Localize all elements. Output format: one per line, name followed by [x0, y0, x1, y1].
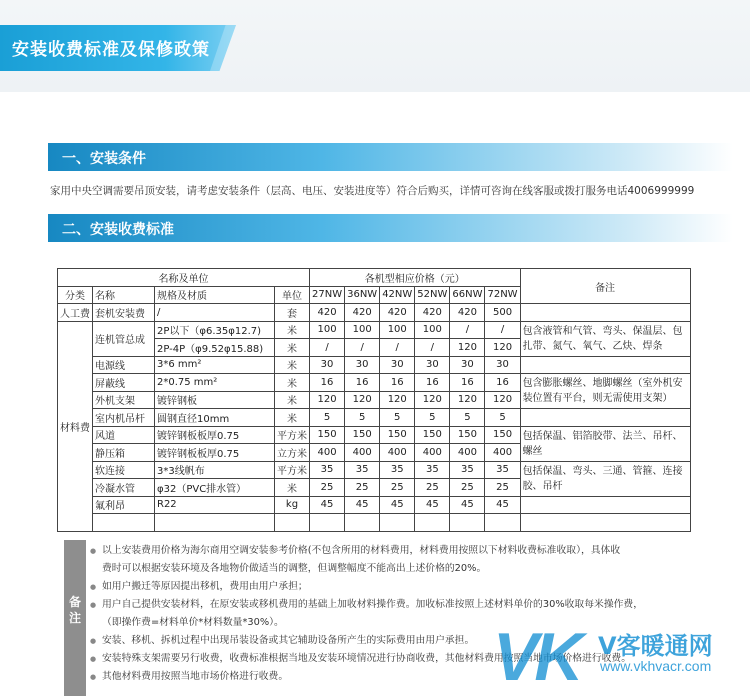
remark-empty	[520, 356, 690, 374]
price: 150	[415, 426, 450, 444]
price: 420	[450, 304, 485, 322]
price: 25	[485, 479, 520, 497]
item-spec: /	[155, 304, 275, 322]
remark-empty	[520, 409, 690, 427]
list-item: ● 其他材料费用按照当地市场价格进行收费。	[90, 668, 643, 686]
watermark-site-name: V客暖通网	[598, 632, 713, 660]
price: 5	[310, 409, 345, 427]
subheader-spec: 规格及材质	[155, 286, 275, 304]
price: 100	[310, 321, 345, 339]
price: 45	[485, 496, 520, 514]
price: 5	[485, 409, 520, 427]
price: 30	[380, 356, 415, 374]
price: 16	[380, 374, 415, 392]
item-unit	[275, 514, 310, 532]
item-unit: 平方米	[275, 426, 310, 444]
subheader-category: 分类	[58, 286, 93, 304]
item-unit: kg	[275, 496, 310, 514]
price: 120	[450, 339, 485, 357]
subheader-52nw: 52NW	[415, 286, 450, 304]
category-material: 材料费	[58, 321, 93, 531]
price: /	[415, 339, 450, 357]
watermark-url: www.vkhvacr.com	[600, 658, 712, 674]
item-spec: 2P以下（φ6.35φ12.7)	[155, 321, 275, 339]
install-conditions-text: 家用中央空调需要吊顶安装，请考虑安装条件（层高、电压、安装进度等）符合后购买，详情可咨询在线客服或拨打服务电话4006999999	[50, 185, 695, 197]
price: 30	[345, 356, 380, 374]
item-name	[93, 514, 155, 532]
list-item: ● 以上安装费用价格为海尔商用空调安装参考价格(不包含所用的材料费用，材料费用按照以下材料收费标准收取），具体收 费时可以根据安装环境及各地物价做适当的调整，但调整幅度不能高出上述价格的20%。	[90, 542, 643, 578]
price: 35	[450, 461, 485, 479]
price: 35	[415, 461, 450, 479]
table-row	[58, 409, 691, 427]
price	[415, 514, 450, 532]
price: 120	[415, 391, 450, 409]
subheader-27nw: 27NW	[310, 286, 345, 304]
price: 30	[310, 356, 345, 374]
price: 16	[485, 374, 520, 392]
item-unit: 米	[275, 339, 310, 357]
price: 120	[485, 339, 520, 357]
table-row	[58, 426, 691, 444]
item-spec: 圆钢直径10mm	[155, 409, 275, 427]
table-header-row	[58, 269, 691, 287]
price: 150	[345, 426, 380, 444]
price: 400	[345, 444, 380, 462]
item-name: 软连接	[93, 461, 155, 479]
item-unit: 平方米	[275, 461, 310, 479]
table-row	[58, 461, 691, 479]
price: 100	[345, 321, 380, 339]
item-name: 屏蔽线	[93, 374, 155, 392]
price: 120	[380, 391, 415, 409]
item-name: 连机管总成	[93, 321, 155, 356]
list-item: ● 用户自己提供安装材料，在原安装或移机费用的基础上加收材料操作费。加收标准按照上述材料单价的30%收取每米操作费， （即操作费=材料单价*材料数量*30%）。	[90, 596, 643, 632]
price: 400	[310, 444, 345, 462]
price: 120	[450, 391, 485, 409]
item-spec: 3*6 mm²	[155, 356, 275, 374]
price: 30	[450, 356, 485, 374]
remark: 包括保温、弯头、三通、管箍、连接胶、吊杆	[520, 461, 690, 496]
price: 35	[345, 461, 380, 479]
price: 150	[310, 426, 345, 444]
table-row	[58, 304, 691, 322]
price: 5	[345, 409, 380, 427]
subheader-36nw: 36NW	[345, 286, 380, 304]
list-item: ● 如用户搬迁等原因提出移机，费用由用户承担；	[90, 578, 643, 596]
price: 400	[485, 444, 520, 462]
price: 420	[310, 304, 345, 322]
subheader-72nw: 72NW	[485, 286, 520, 304]
fee-table	[57, 268, 691, 532]
price: 420	[415, 304, 450, 322]
table-row	[58, 514, 691, 532]
remark-empty	[520, 496, 690, 514]
table-row	[58, 356, 691, 374]
price: /	[450, 321, 485, 339]
item-name: 套机安装费	[93, 304, 155, 322]
price: 35	[310, 461, 345, 479]
price: 120	[345, 391, 380, 409]
price: 5	[450, 409, 485, 427]
subheader-42nw: 42NW	[380, 286, 415, 304]
item-unit: 米	[275, 321, 310, 339]
table-row	[58, 374, 691, 392]
item-spec: φ32（PVC排水管）	[155, 479, 275, 497]
price: 30	[485, 356, 520, 374]
item-spec: 镀锌钢板板厚0.75	[155, 426, 275, 444]
table-row	[58, 321, 691, 339]
price: 45	[380, 496, 415, 514]
item-spec: 2P-4P（φ9.52φ15.88)	[155, 339, 275, 357]
remark: 包含液管和气管、弯头、保温层、包扎带、氮气、氧气、乙炔、焊条	[520, 321, 690, 356]
table-row	[58, 496, 691, 514]
price: 16	[310, 374, 345, 392]
list-item: ● 安装、移机、拆机过程中出现吊装设备或其它辅助设备所产生的实际费用由用户承担。	[90, 632, 643, 650]
remark-empty	[520, 304, 690, 322]
price: 120	[485, 391, 520, 409]
item-name: 电源线	[93, 356, 155, 374]
price: 100	[415, 321, 450, 339]
price: /	[310, 339, 345, 357]
price: 5	[380, 409, 415, 427]
price: 45	[450, 496, 485, 514]
price	[450, 514, 485, 532]
item-spec: 镀锌钢板	[155, 391, 275, 409]
section-fee-standard-header	[48, 214, 733, 242]
header-remarks: 备注	[520, 269, 690, 304]
header-name-unit: 名称及单位	[58, 269, 310, 287]
price: 16	[415, 374, 450, 392]
price: /	[345, 339, 380, 357]
subheader-unit: 单位	[275, 286, 310, 304]
price: 400	[380, 444, 415, 462]
item-unit: 米	[275, 409, 310, 427]
price: 500	[485, 304, 520, 322]
item-unit: 米	[275, 374, 310, 392]
item-spec: 3*3线帆布	[155, 461, 275, 479]
price: 16	[450, 374, 485, 392]
price: /	[380, 339, 415, 357]
page-title: 安装收费标准及保修政策	[12, 40, 210, 60]
notes-label: 备注	[68, 595, 81, 625]
section-title: 二、安装收费标准	[62, 222, 174, 238]
item-name: 室内机吊杆	[93, 409, 155, 427]
price	[345, 514, 380, 532]
price: 100	[380, 321, 415, 339]
price: 16	[345, 374, 380, 392]
item-name: 静压箱	[93, 444, 155, 462]
price: 45	[345, 496, 380, 514]
price: 150	[485, 426, 520, 444]
item-name: 氟利昂	[93, 496, 155, 514]
price	[485, 514, 520, 532]
price: 30	[415, 356, 450, 374]
item-spec: R22	[155, 496, 275, 514]
price: 25	[345, 479, 380, 497]
price: 150	[450, 426, 485, 444]
header-prices: 各机型相应价格（元）	[310, 269, 521, 287]
price	[310, 514, 345, 532]
price: 400	[415, 444, 450, 462]
price: 420	[345, 304, 380, 322]
item-unit: 米	[275, 356, 310, 374]
category-labor: 人工费	[58, 304, 93, 322]
item-spec	[155, 514, 275, 532]
subheader-name: 名称	[93, 286, 155, 304]
remark: 包含膨胀螺丝、地脚螺丝（室外机安装位置有平台，则无需使用支架）	[520, 374, 690, 409]
item-unit: 立方米	[275, 444, 310, 462]
price: 420	[380, 304, 415, 322]
watermark-logo: VK	[493, 619, 580, 695]
price: 35	[485, 461, 520, 479]
list-item: ● 安装特殊支架需要另行收费，收费标准根据当地及安装环境情况进行协商收费，其他材料费用按照当地市场价格进行收费。	[90, 650, 643, 668]
item-name: 风道	[93, 426, 155, 444]
header-banner	[0, 0, 750, 92]
price: 150	[380, 426, 415, 444]
price: 35	[380, 461, 415, 479]
item-spec: 镀锌钢板板厚0.75	[155, 444, 275, 462]
price: 25	[310, 479, 345, 497]
price: 45	[310, 496, 345, 514]
price: 25	[380, 479, 415, 497]
item-name: 外机支架	[93, 391, 155, 409]
item-spec: 2*0.75 mm²	[155, 374, 275, 392]
price: /	[485, 321, 520, 339]
price: 120	[310, 391, 345, 409]
price: 400	[450, 444, 485, 462]
subheader-66nw: 66NW	[450, 286, 485, 304]
item-unit: 套	[275, 304, 310, 322]
price	[380, 514, 415, 532]
item-unit: 米	[275, 479, 310, 497]
price: 5	[415, 409, 450, 427]
section-install-conditions-header	[48, 143, 733, 171]
item-unit: 米	[275, 391, 310, 409]
item-name: 冷凝水管	[93, 479, 155, 497]
price: 25	[450, 479, 485, 497]
section-title: 一、安装条件	[62, 151, 146, 167]
remark: 包括保温、铝箔胶带、法兰、吊杆、螺丝	[520, 426, 690, 461]
price: 45	[415, 496, 450, 514]
remark-empty	[520, 514, 690, 532]
price: 25	[415, 479, 450, 497]
